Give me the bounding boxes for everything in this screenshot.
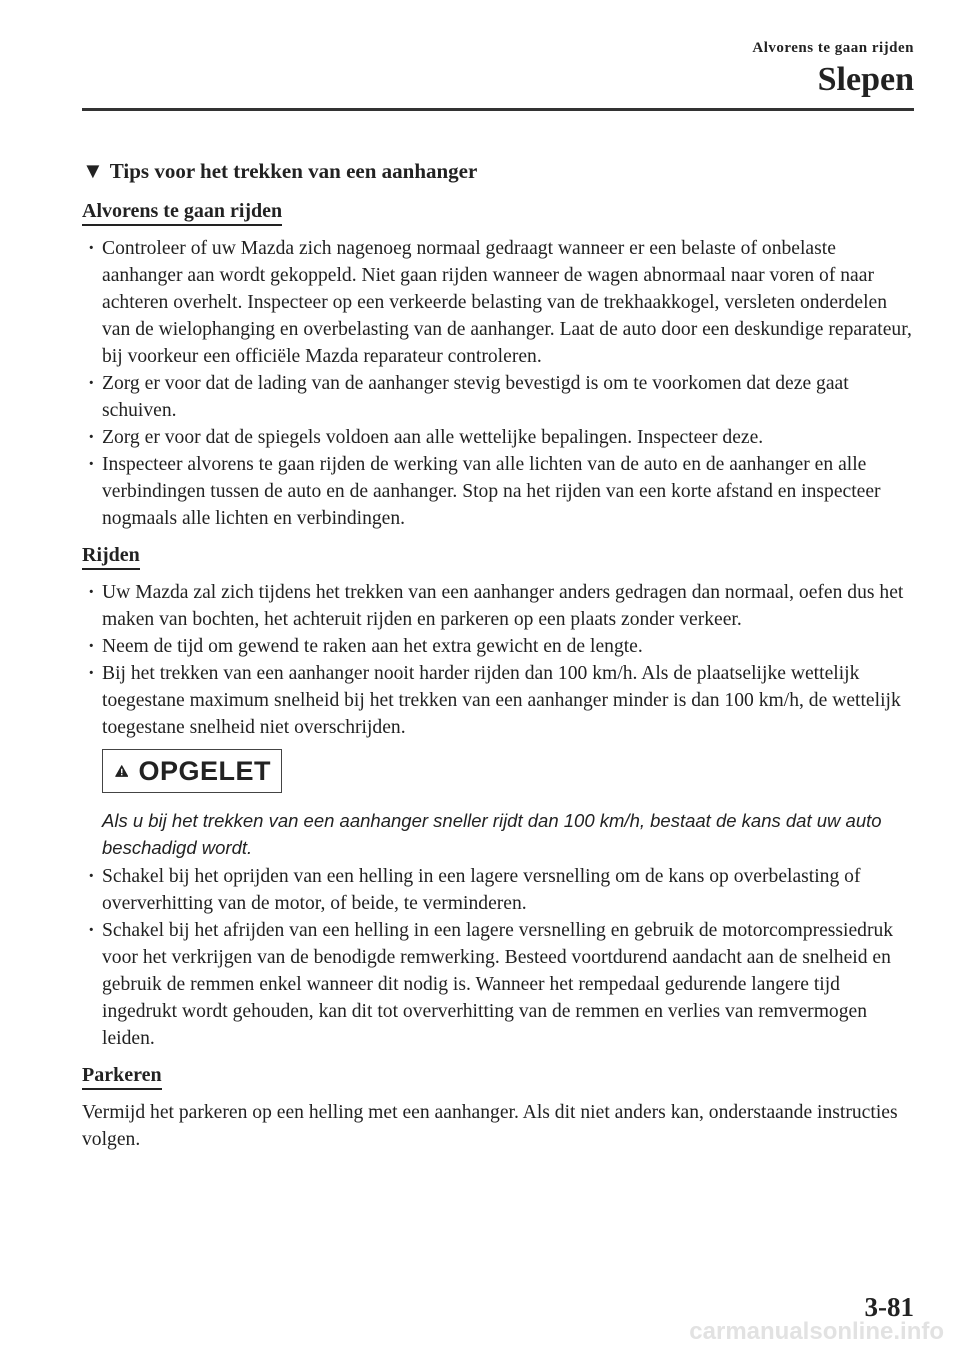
topic-title-text: Tips voor het trekken van een aanhanger <box>109 159 478 183</box>
caution-text: Als u bij het trekken van een aanhanger sneller rijdt dan 100 km/h, bestaat de kans dat uw auto beschadigd wordt. <box>102 810 882 858</box>
page-content <box>82 158 914 1153</box>
header-rule <box>82 108 914 111</box>
caution-box <box>102 749 282 793</box>
watermark: carmanualsonline.info <box>689 1318 944 1345</box>
section-title: Slepen <box>817 61 914 98</box>
subheading-before-driving: Alvorens te gaan rijden <box>82 200 914 223</box>
bullet-list-before-driving <box>82 235 914 532</box>
list-item: · Neem de tijd om gewend te raken aan het extra gewicht en de lengte. <box>82 633 914 660</box>
list-item: · Zorg er voor dat de lading van de aanhanger stevig bevestigd is om te voorkomen dat deze gaat schuiven. <box>82 370 914 424</box>
triangle-down-icon: ▼ <box>82 158 104 183</box>
warning-triangle-icon <box>115 757 128 785</box>
caution-label: OPGELET <box>138 755 271 786</box>
subheading-driving: Rijden <box>82 544 914 567</box>
bullet-list-driving <box>82 579 914 741</box>
list-item: · Schakel bij het oprijden van een helling in een lagere versnelling om de kans op overbelasting of oververhitting van de motor, of beide, te verminderen. <box>82 863 914 917</box>
page-header <box>752 40 914 99</box>
list-item: · Zorg er voor dat de spiegels voldoen aan alle wettelijke bepalingen. Inspecteer deze. <box>82 424 914 451</box>
list-item: · Inspecteer alvorens te gaan rijden de werking van alle lichten van de auto en de aanhanger en alle verbindingen tussen de auto en de aanhanger. Stop na het rijden van een korte afstand en inspecteer nogmaals alle lichten en verbindingen. <box>82 451 914 532</box>
list-item: · Uw Mazda zal zich tijdens het trekken van een aanhanger anders gedragen dan normaal, oefen dus het maken van bochten, het achteruit rijden en parkeren op een plaats zonder verkeer. <box>82 579 914 633</box>
subheading-parking: Parkeren <box>82 1064 914 1087</box>
list-item: · Controleer of uw Mazda zich nagenoeg normaal gedraagt wanneer er een belaste of onbelaste aanhanger aan wordt gekoppeld. Niet gaan rijden wanneer de wagen abnormaal naar voren of naar achteren overhelt. Inspecteer op een verkeerde belasting van de trekhaakkogel, versleten onderdelen van de wielophanging en overbelasting van de aanhanger. Laat de auto door een deskundige reparateur, bij voorkeur een officiële Mazda reparateur controleren. <box>82 235 914 370</box>
bullet-list-driving-continued <box>82 863 914 1052</box>
chapter-title: Alvorens te gaan rijden <box>752 40 914 56</box>
parking-paragraph: Vermijd het parkeren op een helling met een aanhanger. Als dit niet anders kan, onderstaande instructies volgen. <box>82 1102 898 1150</box>
topic-title <box>82 158 914 184</box>
list-item: · Bij het trekken van een aanhanger nooit harder rijden dan 100 km/h. Als de plaatselijke wettelijk toegestane maximum snelheid bij het trekken van een aanhanger minder is dan 100 km/h, de wettelijk toegestane snelheid niet overschrijden. <box>82 660 914 741</box>
page-number: 3-81 <box>864 1292 914 1322</box>
list-item: · Schakel bij het afrijden van een helling in een lagere versnelling en gebruik de motorcompressiedruk voor het verkrijgen van de benodigde remwerking. Besteed voortdurend aandacht aan de snelheid en gebruik de remmen enkel wanneer dit nodig is. Wanneer het rempedaal gedurende langere tijd ingedrukt wordt gehouden, kan dit tot oververhitting van de remmen en verlies van remvermogen leiden. <box>82 917 914 1052</box>
